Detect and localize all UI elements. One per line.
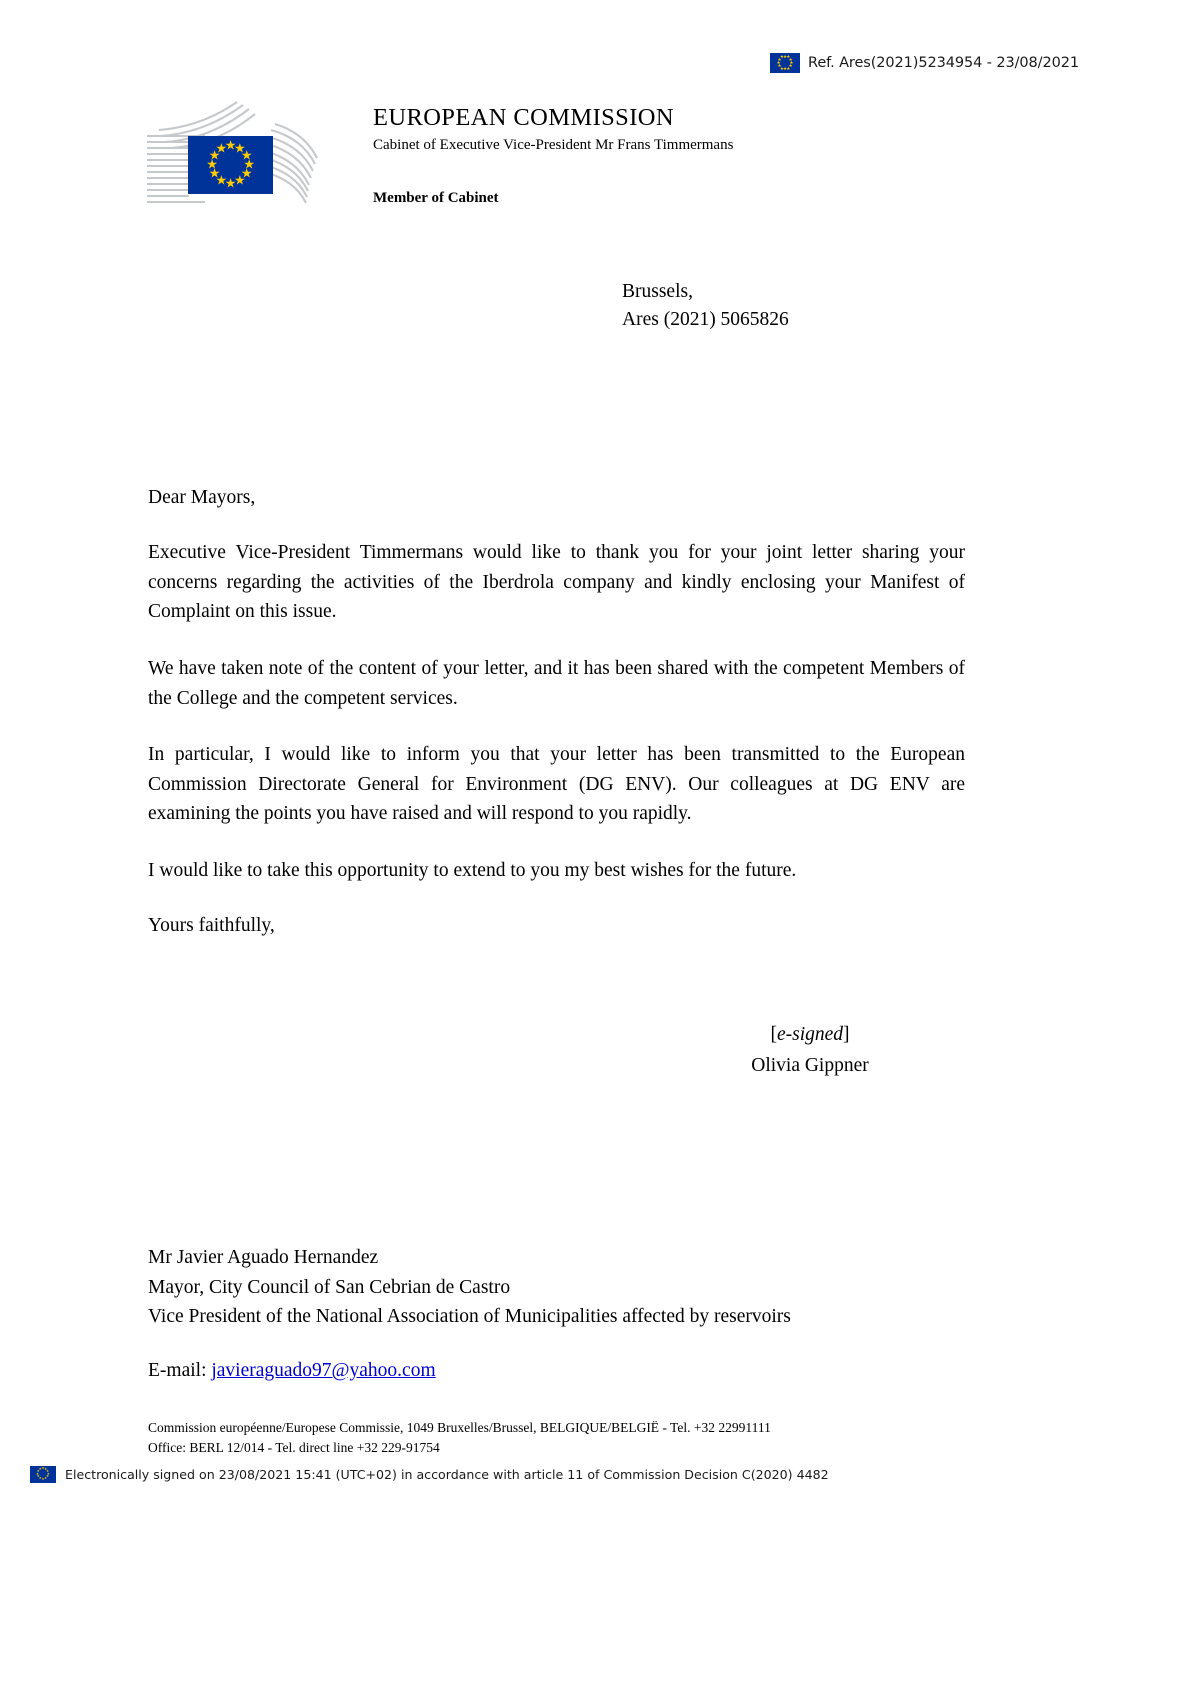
- eu-stars-ring: ★ ★ ★ ★ ★ ★ ★ ★ ★ ★ ★ ★: [35, 1466, 51, 1482]
- body-paragraph-3: In particular, I would like to inform you that your letter has been transmitted to the European Commission Directorate General for Environment (DG ENV). Our colleagues at DG ENV are examining the points you have raised and will respond to you rapidly.: [148, 744, 965, 825]
- ares-registration-stamp: [770, 53, 1079, 73]
- european-commission-emblem: [145, 96, 345, 208]
- addressee-block: [148, 1243, 988, 1332]
- place-and-reference-block: [622, 278, 789, 335]
- bracket-close: ]: [843, 1024, 850, 1045]
- email-label: E-mail:: [148, 1360, 212, 1381]
- body-paragraph-4: I would like to take this opportunity to extend to you my best wishes for the future.: [148, 860, 797, 881]
- eu-stars-ring: ★ ★ ★ ★ ★ ★ ★ ★ ★ ★ ★ ★: [776, 53, 794, 72]
- bracket-open: [: [770, 1024, 777, 1045]
- addressee-secondary-position: Vice President of the National Association of Municipalities affected by reservoirs: [148, 1306, 791, 1328]
- signature-block: [640, 1020, 980, 1081]
- body-paragraph-1: Executive Vice-President Timmermans would like to thank you for your joint letter sharing your concerns regarding the activities of the Iberdrola company and kindly enclosing your Manifest of Complaint on this issue.: [148, 542, 965, 623]
- esign-notice-text: Electronically signed on 23/08/2021 15:41 (UTC+02) in accordance with article 11 of Commission Decision C(2020) 4482: [65, 1467, 829, 1482]
- addressee-email-line: [148, 1360, 436, 1382]
- salutation: Dear Mayors,: [148, 487, 256, 508]
- eu-stars-ring: ★ ★ ★ ★ ★ ★ ★ ★ ★ ★ ★ ★: [206, 139, 255, 191]
- place-of-issue: Brussels,: [622, 281, 693, 302]
- closing-salutation: Yours faithfully,: [148, 914, 275, 936]
- organisation-title: EUROPEAN COMMISSION: [373, 104, 674, 131]
- email-link[interactable]: javieraguado97@yahoo.com: [211, 1360, 436, 1381]
- addressee-name: Mr Javier Aguado Hernandez: [148, 1247, 379, 1268]
- footer-address-block: [148, 1418, 1028, 1458]
- e-signed-label: e-signed: [776, 1024, 844, 1045]
- letterhead-text: [373, 104, 733, 207]
- e-signed-marker: [640, 1020, 980, 1049]
- body-paragraph-2: We have taken note of the content of your letter, and it has been shared with the competent Members of the College and the competent services.: [148, 657, 965, 709]
- letterhead: [145, 96, 1045, 211]
- letter-body: [148, 487, 965, 937]
- footer-line-1: Commission européenne/Europese Commissie, 1049 Bruxelles/Brussel, BELGIQUE/BELGIË - Tel. +32 22991111: [148, 1420, 771, 1435]
- electronic-signature-notice: [30, 1466, 829, 1483]
- signer-name: Olivia Gippner: [751, 1055, 869, 1077]
- addressee-position: Mayor, City Council of San Cebrian de Castro: [148, 1276, 511, 1298]
- ares-reference-text: Ref. Ares(2021)5234954 - 23/08/2021: [808, 55, 1079, 71]
- eu-flag-icon: [188, 136, 273, 194]
- cabinet-subtitle: Cabinet of Executive Vice-President Mr Frans Timmermans: [373, 137, 734, 153]
- sender-role: Member of Cabinet: [373, 190, 499, 206]
- eu-flag-icon: [770, 53, 800, 73]
- eu-flag-icon: [30, 1466, 56, 1483]
- internal-reference: Ares (2021) 5065826: [622, 309, 789, 331]
- footer-line-2: Office: BERL 12/014 - Tel. direct line +32 229-91754: [148, 1439, 440, 1455]
